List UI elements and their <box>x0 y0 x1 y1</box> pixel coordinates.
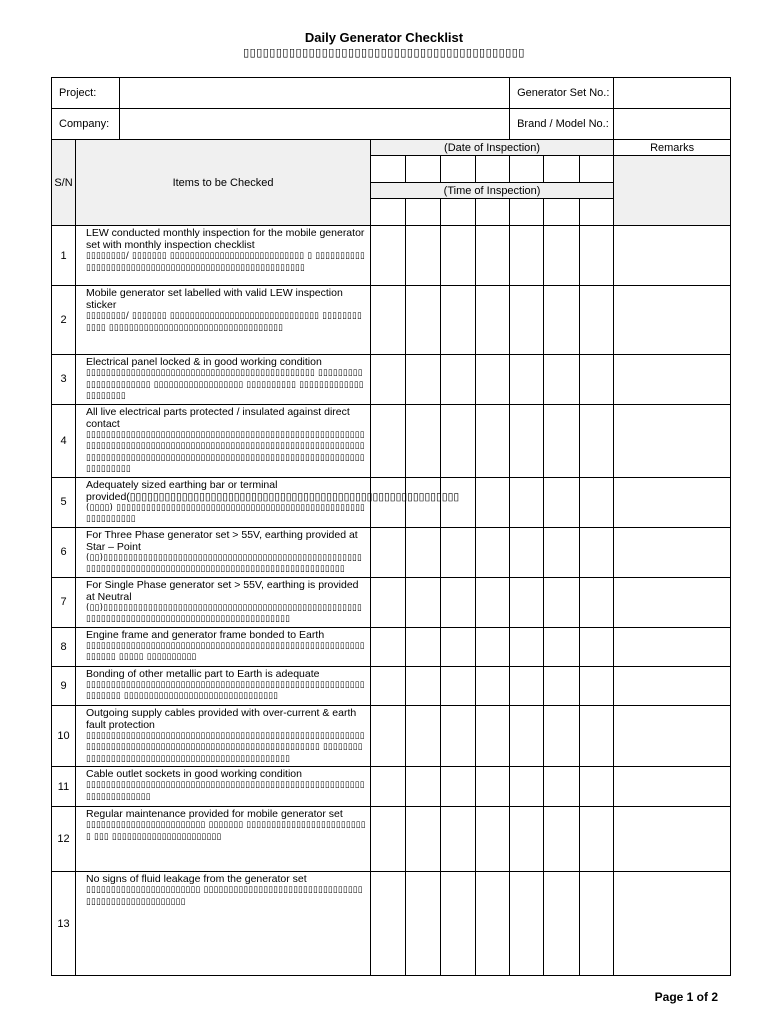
date-cell-7[interactable] <box>580 156 614 183</box>
check-cell[interactable] <box>476 355 510 405</box>
check-cell[interactable] <box>580 666 614 705</box>
date-cell-3[interactable] <box>441 156 476 183</box>
remarks-cell[interactable] <box>614 807 731 872</box>
sn-header: S/N <box>52 140 76 226</box>
check-cell[interactable] <box>580 355 614 405</box>
check-cell[interactable] <box>510 666 544 705</box>
item-text-english: Mobile generator set labelled with valid LEW inspection sticker <box>86 287 343 311</box>
project-row <box>52 78 731 109</box>
item-number: 13 <box>52 872 76 976</box>
checklist-table <box>51 77 731 976</box>
check-cell[interactable] <box>406 355 441 405</box>
item-text-english: For Single Phase generator set > 55V, earthing is provided at Neutral <box>86 578 359 603</box>
item-text-english: Outgoing supply cables provided with over-current & earth fault protection <box>86 706 357 731</box>
checklist-row <box>52 226 731 286</box>
check-cell[interactable] <box>544 627 580 666</box>
check-cell[interactable] <box>371 627 406 666</box>
document-subtitle: ▯▯▯▯▯▯▯▯▯▯▯▯▯▯▯▯▯▯▯▯▯▯▯▯▯▯▯▯▯▯▯▯▯▯▯▯▯▯▯▯▯▯▯ <box>243 46 525 59</box>
check-cell[interactable] <box>476 477 510 527</box>
checklist-row <box>52 404 731 477</box>
item-description <box>76 627 371 666</box>
checklist-body <box>52 78 731 976</box>
check-cell[interactable] <box>580 577 614 627</box>
check-cell[interactable] <box>476 527 510 577</box>
item-text-english: Bonding of other metallic part to Earth is adequate <box>86 667 320 680</box>
date-cell-4[interactable] <box>476 156 510 183</box>
generator-set-field[interactable] <box>614 78 731 109</box>
item-text-translation: ▯▯▯▯▯▯▯▯/ ▯▯▯▯▯▯▯ ▯▯▯▯▯▯▯▯▯▯▯▯▯▯▯▯▯▯▯▯▯▯▯▯▯▯▯ ▯ ▯▯▯▯▯▯▯▯▯▯▯▯▯▯▯▯▯▯▯▯▯▯▯▯▯▯▯▯▯▯▯▯▯▯▯▯▯▯▯▯▯▯▯▯▯▯▯▯▯▯▯▯▯▯ <box>86 251 365 273</box>
date-cell-1[interactable] <box>371 156 406 183</box>
check-cell[interactable] <box>406 404 441 477</box>
check-cell[interactable] <box>371 666 406 705</box>
document-title: Daily Generator Checklist <box>304 30 464 45</box>
company-field[interactable] <box>120 109 510 140</box>
check-cell[interactable] <box>476 627 510 666</box>
checklist-row <box>52 666 731 705</box>
check-cell[interactable] <box>544 666 580 705</box>
item-description <box>76 767 371 807</box>
check-cell[interactable] <box>580 705 614 767</box>
date-cell-2[interactable] <box>406 156 441 183</box>
item-text-translation: ▯▯▯▯▯▯▯▯▯▯▯▯▯▯▯▯▯▯▯▯▯▯▯ ▯▯▯▯▯▯▯▯▯▯▯▯▯▯▯▯▯▯▯▯▯▯▯▯▯▯▯▯▯▯▯▯▯▯▯▯▯▯▯▯▯▯▯▯▯▯▯▯▯▯▯▯ <box>86 885 363 907</box>
item-number: 7 <box>52 577 76 627</box>
item-number: 12 <box>52 807 76 872</box>
check-cell[interactable] <box>580 872 614 976</box>
time-cell-1[interactable] <box>371 199 406 226</box>
remarks-cell[interactable] <box>614 767 731 807</box>
remarks-cell[interactable] <box>614 666 731 705</box>
check-cell[interactable] <box>544 767 580 807</box>
item-description <box>76 807 371 872</box>
check-cell[interactable] <box>580 226 614 286</box>
remarks-header: Remarks <box>614 140 731 156</box>
item-number: 1 <box>52 226 76 286</box>
project-label: Project: <box>52 78 120 109</box>
check-cell[interactable] <box>476 807 510 872</box>
check-cell[interactable] <box>544 477 580 527</box>
check-cell[interactable] <box>406 767 441 807</box>
brand-model-label: Brand / Model No.: <box>510 109 614 140</box>
check-cell[interactable] <box>544 286 580 355</box>
item-description <box>76 286 371 355</box>
check-cell[interactable] <box>371 705 406 767</box>
check-cell[interactable] <box>441 807 476 872</box>
remarks-cell[interactable] <box>614 404 731 477</box>
item-number: 6 <box>52 527 76 577</box>
item-number: 2 <box>52 286 76 355</box>
check-cell[interactable] <box>544 705 580 767</box>
checklist-row <box>52 705 731 767</box>
check-cell[interactable] <box>476 705 510 767</box>
remarks-cell[interactable] <box>614 627 731 666</box>
check-cell[interactable] <box>510 226 544 286</box>
date-cell-6[interactable] <box>544 156 580 183</box>
check-cell[interactable] <box>580 527 614 577</box>
time-of-inspection-header: (Time of Inspection) <box>371 183 614 199</box>
check-cell[interactable] <box>441 767 476 807</box>
item-text-translation: ▯▯▯▯▯▯▯▯▯▯▯▯▯▯▯▯▯▯▯▯▯▯▯▯ ▯▯▯▯▯▯▯ ▯▯▯▯▯▯▯▯▯▯▯▯▯▯▯▯▯▯▯▯▯▯▯▯▯ ▯▯▯ ▯▯▯▯▯▯▯▯▯▯▯▯▯▯▯▯▯▯▯▯▯▯ <box>86 820 366 842</box>
item-description <box>76 477 460 527</box>
date-cell-5[interactable] <box>510 156 544 183</box>
checklist-row <box>52 355 731 405</box>
item-description <box>76 872 371 976</box>
item-text-translation: (▯▯)▯▯▯▯▯▯▯▯▯▯▯▯▯▯▯▯▯▯▯▯▯▯▯▯▯▯▯▯▯▯▯▯▯▯▯▯▯▯▯▯▯▯▯▯▯▯▯▯▯▯▯▯▯▯▯▯▯▯▯▯▯▯▯▯▯▯▯▯▯▯▯▯▯▯▯▯▯▯▯▯▯▯▯▯▯▯▯▯▯▯▯▯▯▯▯▯▯▯▯▯▯▯▯▯ <box>86 552 363 574</box>
checklist-row <box>52 527 731 577</box>
check-cell[interactable] <box>406 705 441 767</box>
remarks-header-fill <box>614 156 731 226</box>
check-cell[interactable] <box>406 872 441 976</box>
remarks-cell[interactable] <box>614 527 731 577</box>
check-cell[interactable] <box>406 527 441 577</box>
check-cell[interactable] <box>510 627 544 666</box>
item-text-translation: (▯▯▯▯) ▯▯▯▯▯▯▯▯▯▯▯▯▯▯▯▯▯▯▯▯▯▯▯▯▯▯▯▯▯▯▯▯▯▯▯▯▯▯▯▯▯▯▯▯▯▯▯▯▯▯▯▯▯▯▯▯▯▯▯▯ <box>86 502 366 524</box>
item-text-translation: ▯▯▯▯▯▯▯▯▯▯▯▯▯▯▯▯▯▯▯▯▯▯▯▯▯▯▯▯▯▯▯▯▯▯▯▯▯▯▯▯▯▯▯▯▯▯▯▯▯▯▯▯▯▯▯▯▯▯▯▯▯▯ ▯▯▯▯▯ ▯▯▯▯▯▯▯▯▯▯ <box>86 640 365 662</box>
brand-model-field[interactable] <box>614 109 731 140</box>
item-text-english: Engine frame and generator frame bonded to Earth <box>86 628 325 641</box>
check-cell[interactable] <box>476 767 510 807</box>
check-cell[interactable] <box>510 807 544 872</box>
item-number: 8 <box>52 627 76 666</box>
check-cell[interactable] <box>476 577 510 627</box>
company-label: Company: <box>52 109 120 140</box>
remarks-cell[interactable] <box>614 577 731 627</box>
check-cell[interactable] <box>544 577 580 627</box>
item-description <box>76 404 371 477</box>
checklist-row <box>52 767 731 807</box>
check-cell[interactable] <box>371 355 406 405</box>
check-cell[interactable] <box>371 527 406 577</box>
checklist-row <box>52 807 731 872</box>
check-cell[interactable] <box>371 872 406 976</box>
item-number: 4 <box>52 404 76 477</box>
check-cell[interactable] <box>441 527 476 577</box>
time-cell-3[interactable] <box>441 199 476 226</box>
check-cell[interactable] <box>580 286 614 355</box>
page-number: Page 1 of 2 <box>654 990 718 1004</box>
checklist-row <box>52 286 731 355</box>
generator-set-label: Generator Set No.: <box>510 78 614 109</box>
check-cell[interactable] <box>580 404 614 477</box>
header-row-date <box>52 140 731 156</box>
item-number: 11 <box>52 767 76 807</box>
item-text-translation: ▯▯▯▯▯▯▯▯▯▯▯▯▯▯▯▯▯▯▯▯▯▯▯▯▯▯▯▯▯▯▯▯▯▯▯▯▯▯▯▯▯▯▯▯▯▯▯▯▯▯▯▯▯▯▯▯▯▯▯▯▯▯▯ ▯▯▯▯▯▯▯▯▯▯▯▯▯▯▯▯▯▯▯▯▯▯▯▯▯▯▯▯▯▯▯ <box>86 679 365 701</box>
check-cell[interactable] <box>476 226 510 286</box>
item-text-translation: ▯▯▯▯▯▯▯▯▯▯▯▯▯▯▯▯▯▯▯▯▯▯▯▯▯▯▯▯▯▯▯▯▯▯▯▯▯▯▯▯▯▯▯▯▯▯▯▯▯▯▯▯▯▯▯▯▯▯▯▯▯▯▯▯▯▯▯▯▯▯▯▯▯▯▯▯▯▯▯▯▯▯▯▯▯▯▯▯▯▯▯▯▯▯▯▯▯▯▯▯▯▯▯▯▯▯▯▯▯▯▯▯▯▯▯▯▯▯▯▯▯▯▯▯▯▯▯▯▯▯▯▯▯▯▯▯▯▯▯▯▯▯▯▯▯▯▯▯▯▯▯▯▯▯▯▯▯▯▯▯▯▯▯▯▯▯▯▯▯▯▯▯▯▯▯▯▯ <box>86 429 365 474</box>
check-cell[interactable] <box>441 404 476 477</box>
remarks-cell[interactable] <box>614 355 731 405</box>
check-cell[interactable] <box>510 286 544 355</box>
check-cell[interactable] <box>510 404 544 477</box>
check-cell[interactable] <box>510 477 544 527</box>
item-text-english: Electrical panel locked & in good working condition <box>86 356 322 368</box>
check-cell[interactable] <box>544 226 580 286</box>
check-cell[interactable] <box>371 286 406 355</box>
item-text-english: For Three Phase generator set > 55V, earthing provided at Star – Point <box>86 528 358 553</box>
item-text-english: No signs of fluid leakage from the generator set <box>86 873 307 885</box>
item-text-translation: ▯▯▯▯▯▯▯▯▯▯▯▯▯▯▯▯▯▯▯▯▯▯▯▯▯▯▯▯▯▯▯▯▯▯▯▯▯▯▯▯▯▯▯▯▯▯ ▯▯▯▯▯▯▯▯▯▯▯▯▯▯▯▯▯▯▯▯▯▯ ▯▯▯▯▯▯▯▯▯▯▯▯▯▯▯▯▯▯ ▯▯▯▯▯▯▯▯▯▯ ▯▯▯▯▯▯▯▯▯▯▯▯▯▯▯▯▯▯▯▯▯ <box>86 368 364 401</box>
item-text-translation: ▯▯▯▯▯▯▯▯/ ▯▯▯▯▯▯▯ ▯▯▯▯▯▯▯▯▯▯▯▯▯▯▯▯▯▯▯▯▯▯▯▯▯▯▯▯▯▯ ▯▯▯▯▯▯▯▯▯▯▯▯ ▯▯▯▯▯▯▯▯▯▯▯▯▯▯▯▯▯▯▯▯▯▯▯▯▯▯▯▯▯▯▯▯▯▯▯ <box>86 311 362 333</box>
item-text-translation: ▯▯▯▯▯▯▯▯▯▯▯▯▯▯▯▯▯▯▯▯▯▯▯▯▯▯▯▯▯▯▯▯▯▯▯▯▯▯▯▯▯▯▯▯▯▯▯▯▯▯▯▯▯▯▯▯▯▯▯▯▯▯▯▯▯▯▯▯▯▯▯▯▯▯▯▯▯▯▯▯▯▯▯▯▯▯▯▯▯▯▯▯▯▯▯▯▯▯▯▯▯▯▯ ▯▯▯▯▯▯▯▯▯▯▯▯▯▯▯▯▯▯▯▯▯▯▯▯▯▯▯▯▯▯▯▯▯▯▯▯▯▯▯▯▯▯▯▯▯▯▯▯▯ <box>86 730 365 764</box>
checklist-row <box>52 477 731 527</box>
project-field[interactable] <box>120 78 510 109</box>
checklist-row <box>52 872 731 976</box>
check-cell[interactable] <box>441 705 476 767</box>
item-number: 10 <box>52 705 76 767</box>
check-cell[interactable] <box>544 355 580 405</box>
check-cell[interactable] <box>580 807 614 872</box>
check-cell[interactable] <box>510 527 544 577</box>
check-cell[interactable] <box>441 872 476 976</box>
check-cell[interactable] <box>510 767 544 807</box>
check-cell[interactable] <box>441 666 476 705</box>
item-number: 9 <box>52 666 76 705</box>
check-cell[interactable] <box>406 627 441 666</box>
check-cell[interactable] <box>510 705 544 767</box>
check-cell[interactable] <box>441 577 476 627</box>
check-cell[interactable] <box>371 767 406 807</box>
check-cell[interactable] <box>544 404 580 477</box>
item-number: 3 <box>52 355 76 405</box>
time-cell-4[interactable] <box>476 199 510 226</box>
time-cell-5[interactable] <box>510 199 544 226</box>
check-cell[interactable] <box>441 627 476 666</box>
check-cell[interactable] <box>371 226 406 286</box>
check-cell[interactable] <box>476 404 510 477</box>
remarks-cell[interactable] <box>614 705 731 767</box>
date-of-inspection-header: (Date of Inspection) <box>371 140 614 156</box>
check-cell[interactable] <box>580 767 614 807</box>
item-description <box>76 355 371 405</box>
check-cell[interactable] <box>476 666 510 705</box>
check-cell[interactable] <box>476 286 510 355</box>
time-cell-2[interactable] <box>406 199 441 226</box>
check-cell[interactable] <box>441 226 476 286</box>
item-description <box>76 527 371 577</box>
check-cell[interactable] <box>406 577 441 627</box>
check-cell[interactable] <box>544 527 580 577</box>
time-cell-6[interactable] <box>544 199 580 226</box>
company-row <box>52 109 731 140</box>
check-cell[interactable] <box>544 872 580 976</box>
time-cell-7[interactable] <box>580 199 614 226</box>
check-cell[interactable] <box>476 872 510 976</box>
check-cell[interactable] <box>510 577 544 627</box>
remarks-cell[interactable] <box>614 286 731 355</box>
check-cell[interactable] <box>544 807 580 872</box>
item-text-translation: ▯▯▯▯▯▯▯▯▯▯▯▯▯▯▯▯▯▯▯▯▯▯▯▯▯▯▯▯▯▯▯▯▯▯▯▯▯▯▯▯▯▯▯▯▯▯▯▯▯▯▯▯▯▯▯▯▯▯▯▯▯▯▯▯▯▯▯▯▯ <box>86 780 365 802</box>
check-cell[interactable] <box>441 355 476 405</box>
check-cell[interactable] <box>406 666 441 705</box>
check-cell[interactable] <box>371 807 406 872</box>
check-cell[interactable] <box>406 226 441 286</box>
item-description <box>76 577 371 627</box>
check-cell[interactable] <box>441 286 476 355</box>
item-text-english: All live electrical parts protected / insulated against direct contact <box>86 405 350 430</box>
items-header: Items to be Checked <box>76 140 371 226</box>
check-cell[interactable] <box>371 577 406 627</box>
checklist-row <box>52 627 731 666</box>
check-cell[interactable] <box>580 477 614 527</box>
item-description <box>76 666 371 705</box>
remarks-cell[interactable] <box>614 872 731 976</box>
check-cell[interactable] <box>406 286 441 355</box>
item-text-english: Adequately sized earthing bar or terminal provided(▯▯▯▯▯▯▯▯▯▯▯▯▯▯▯▯▯▯▯▯▯▯▯▯▯▯▯▯▯▯▯▯▯▯▯▯▯▯▯▯▯▯▯▯▯▯▯▯▯▯▯▯▯▯▯▯▯ <box>86 478 460 503</box>
check-cell[interactable] <box>510 872 544 976</box>
checklist-row <box>52 577 731 627</box>
remarks-cell[interactable] <box>614 226 731 286</box>
remarks-cell[interactable] <box>614 477 731 527</box>
item-number: 5 <box>52 477 76 527</box>
item-description <box>76 705 371 767</box>
check-cell[interactable] <box>510 355 544 405</box>
item-text-english: Cable outlet sockets in good working condition <box>86 768 302 780</box>
check-cell[interactable] <box>371 404 406 477</box>
check-cell[interactable] <box>580 627 614 666</box>
item-description <box>76 226 371 286</box>
check-cell[interactable] <box>406 807 441 872</box>
item-text-english: Regular maintenance provided for mobile generator set <box>86 808 343 820</box>
item-text-english: LEW conducted monthly inspection for the mobile generator set with monthly inspection checklist <box>86 227 365 251</box>
item-text-translation: (▯▯)▯▯▯▯▯▯▯▯▯▯▯▯▯▯▯▯▯▯▯▯▯▯▯▯▯▯▯▯▯▯▯▯▯▯▯▯▯▯▯▯▯▯▯▯▯▯▯▯▯▯▯▯▯▯▯▯▯▯▯▯▯▯▯▯▯▯▯▯▯▯▯▯▯▯▯▯▯▯▯▯▯▯▯▯▯▯▯▯▯▯▯▯▯ <box>86 602 363 624</box>
